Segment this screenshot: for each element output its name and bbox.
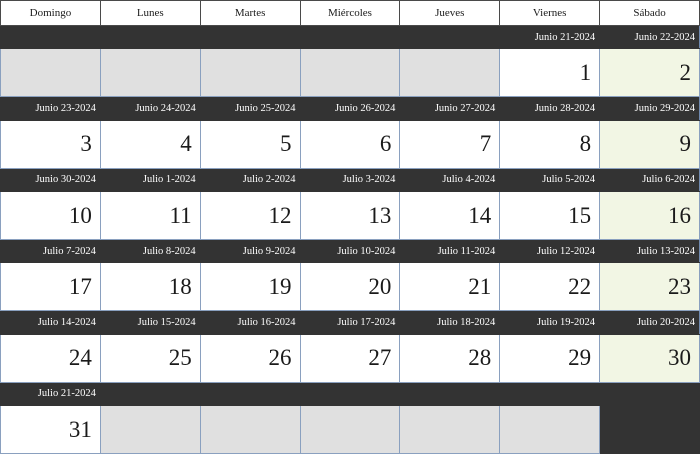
day-label [1,26,101,49]
day-label: Junio 29-2024 [600,97,700,120]
day-label [300,26,400,49]
day-cell[interactable] [400,49,500,97]
day-cell[interactable] [100,49,200,97]
day-label [500,382,600,405]
day-label: Julio 3-2024 [300,168,400,191]
day-cell[interactable]: 1 [500,49,600,97]
day-label: Julio 12-2024 [500,239,600,262]
week-number-row [1,263,700,311]
weekday-header-martes: Martes [200,1,300,26]
day-cell[interactable]: 26 [200,334,300,382]
day-cell[interactable]: 11 [100,192,200,240]
day-label: Julio 1-2024 [100,168,200,191]
week-number-row [1,334,700,382]
day-label: Junio 21-2024 [500,26,600,49]
day-cell[interactable]: 21 [400,263,500,311]
day-cell[interactable] [400,406,500,454]
day-cell[interactable]: 18 [100,263,200,311]
day-cell[interactable]: 17 [1,263,101,311]
day-cell[interactable] [300,406,400,454]
day-cell[interactable] [200,49,300,97]
day-label: Julio 16-2024 [200,311,300,334]
day-cell[interactable]: 12 [200,192,300,240]
day-label: Julio 18-2024 [400,311,500,334]
week-label-row [1,97,700,120]
day-cell[interactable] [100,406,200,454]
day-cell[interactable]: 19 [200,263,300,311]
day-label: Julio 13-2024 [600,239,700,262]
day-cell[interactable]: 29 [500,334,600,382]
day-label: Julio 17-2024 [300,311,400,334]
day-label [400,382,500,405]
day-cell[interactable]: 23 [600,263,700,311]
day-label: Julio 5-2024 [500,168,600,191]
week-number-row [1,49,700,97]
week-number-row [1,406,700,454]
day-label: Julio 8-2024 [100,239,200,262]
day-cell[interactable]: 8 [500,120,600,168]
day-label: Julio 19-2024 [500,311,600,334]
day-cell[interactable]: 16 [600,192,700,240]
day-cell[interactable]: 4 [100,120,200,168]
day-label: Junio 28-2024 [500,97,600,120]
day-cell[interactable]: 3 [1,120,101,168]
day-label: Junio 26-2024 [300,97,400,120]
day-label [600,382,700,405]
day-cell[interactable]: 2 [600,49,700,97]
day-label: Julio 15-2024 [100,311,200,334]
day-cell[interactable]: 6 [300,120,400,168]
week-label-row [1,26,700,49]
day-cell[interactable]: 28 [400,334,500,382]
day-cell[interactable]: 7 [400,120,500,168]
day-cell[interactable]: 30 [600,334,700,382]
day-cell[interactable]: 22 [500,263,600,311]
day-cell[interactable]: 9 [600,120,700,168]
day-label [100,382,200,405]
day-cell[interactable] [500,406,600,454]
day-label: Julio 4-2024 [400,168,500,191]
day-cell[interactable] [200,406,300,454]
week-label-row [1,168,700,191]
day-label: Julio 21-2024 [1,382,101,405]
day-label [100,26,200,49]
day-label [400,26,500,49]
day-cell[interactable]: 20 [300,263,400,311]
day-label [200,26,300,49]
day-cell[interactable]: 13 [300,192,400,240]
week-number-row [1,192,700,240]
day-label: Junio 22-2024 [600,26,700,49]
day-cell[interactable]: 27 [300,334,400,382]
day-label: Julio 11-2024 [400,239,500,262]
day-label: Julio 6-2024 [600,168,700,191]
weekday-header-lunes: Lunes [100,1,200,26]
day-cell[interactable] [600,406,700,454]
day-cell[interactable]: 25 [100,334,200,382]
day-label: Junio 27-2024 [400,97,500,120]
day-cell[interactable]: 31 [1,406,101,454]
day-label [200,382,300,405]
day-cell[interactable] [300,49,400,97]
day-cell[interactable]: 15 [500,192,600,240]
weekday-header-row [1,1,700,26]
week-label-row [1,382,700,405]
weekday-header-sabado: Sábado [600,1,700,26]
day-label: Junio 24-2024 [100,97,200,120]
day-label [300,382,400,405]
day-label: Julio 20-2024 [600,311,700,334]
day-label: Junio 23-2024 [1,97,101,120]
day-cell[interactable]: 5 [200,120,300,168]
day-label: Junio 25-2024 [200,97,300,120]
day-label: Julio 14-2024 [1,311,101,334]
weekday-header-domingo: Domingo [1,1,101,26]
weekday-header-miercoles: Miércoles [300,1,400,26]
week-label-row [1,311,700,334]
weekday-header-viernes: Viernes [500,1,600,26]
day-cell[interactable]: 10 [1,192,101,240]
weekday-header-jueves: Jueves [400,1,500,26]
day-cell[interactable]: 14 [400,192,500,240]
day-label: Julio 10-2024 [300,239,400,262]
day-label: Julio 2-2024 [200,168,300,191]
day-label: Julio 9-2024 [200,239,300,262]
week-label-row [1,239,700,262]
day-label: Julio 7-2024 [1,239,101,262]
week-number-row [1,120,700,168]
day-cell[interactable]: 24 [1,334,101,382]
day-label: Junio 30-2024 [1,168,101,191]
day-cell[interactable] [1,49,101,97]
